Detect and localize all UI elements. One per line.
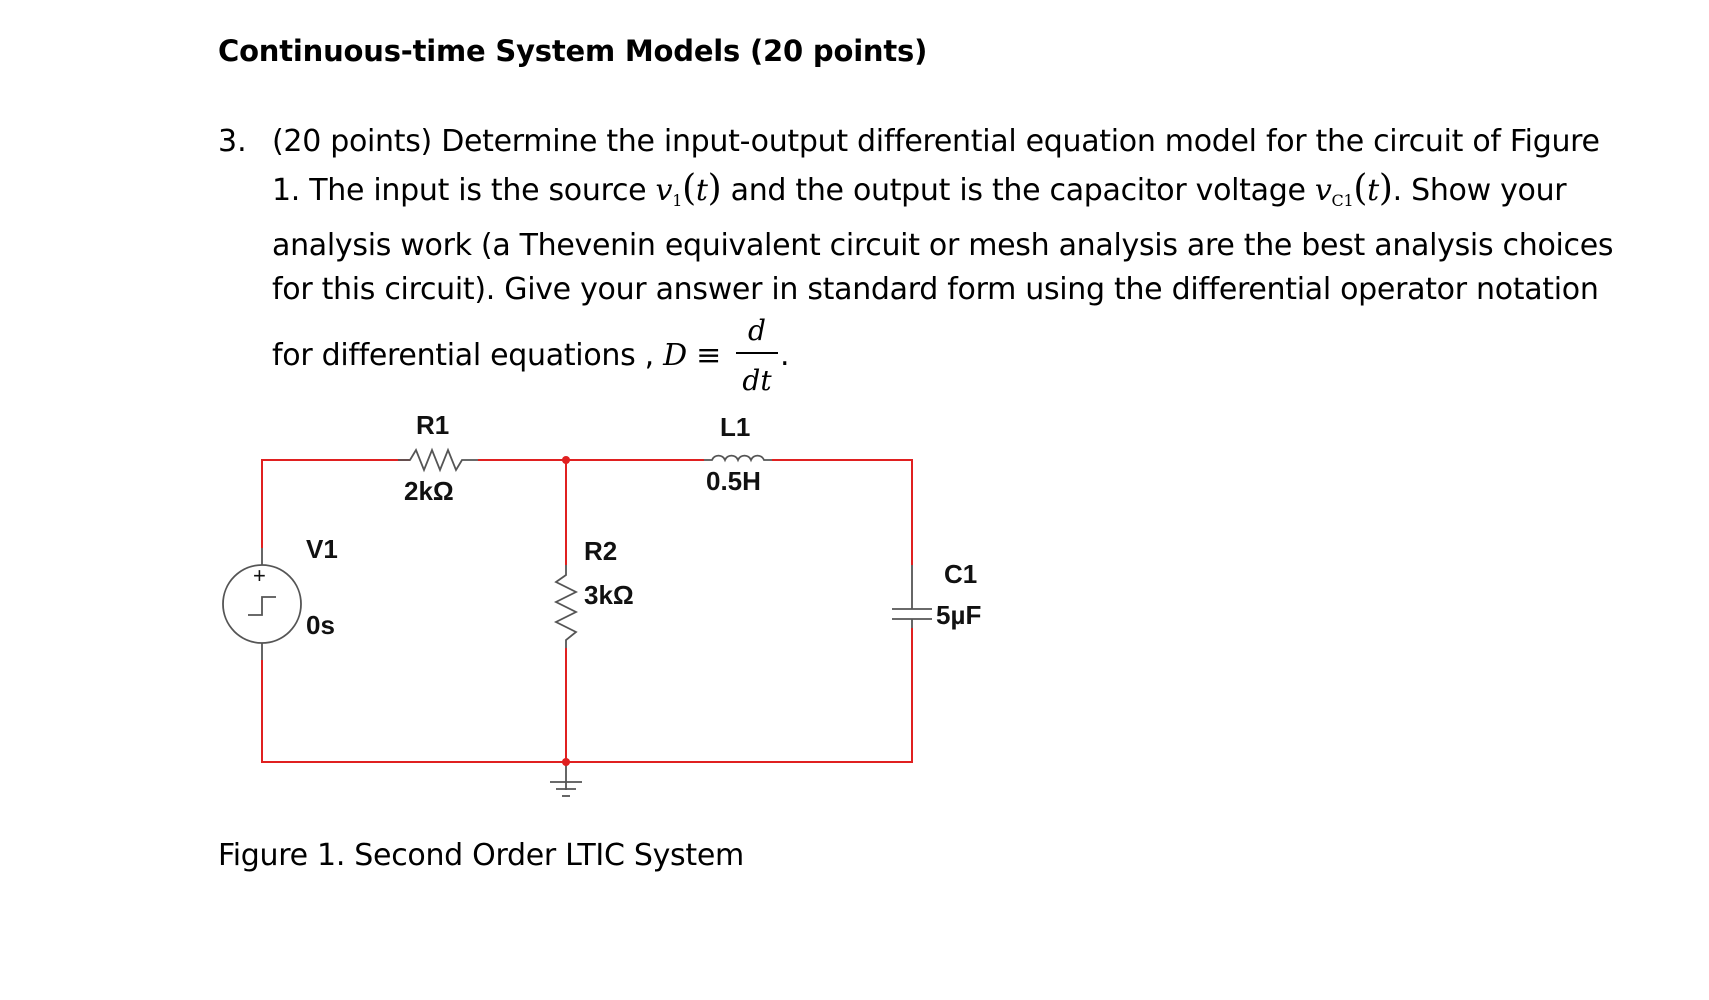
line2-part-a: 1. The input is the source xyxy=(272,173,647,208)
line2-part-b: and the output is the capacitor voltage xyxy=(730,173,1306,208)
node-top xyxy=(562,456,570,464)
t-symbol-1: t xyxy=(695,173,708,208)
l1-inductor xyxy=(704,456,772,460)
v1-name-label: V1 xyxy=(306,534,338,564)
question-line-2: 1. The input is the source $v_1(t)$ and the output is the capacitor voltage $v_{C1}(t)$. Show your xyxy=(272,168,1567,210)
t-symbol-2: t xyxy=(1367,173,1379,208)
section-title: Continuous-time System Models (20 points) xyxy=(218,34,928,68)
wire-right-bottom xyxy=(262,628,912,762)
v1-plus-label: + xyxy=(253,563,266,588)
line5-text: for differential equations , xyxy=(272,338,654,373)
r1-value-label: 2kΩ xyxy=(404,476,454,506)
r2-value-label: 3kΩ xyxy=(584,580,634,610)
question-line-1: (20 points) Determine the input-output differential equation model for the circuit of Figure xyxy=(272,124,1600,159)
fraction-period: . xyxy=(780,338,790,373)
fraction-numerator: d xyxy=(748,314,766,347)
question-number: 3. xyxy=(218,124,247,159)
r2-name-label: R2 xyxy=(584,536,618,566)
vc1-symbol: $v_{C1}$ xyxy=(1314,173,1354,210)
v1-symbol: $v_1$ xyxy=(655,173,683,210)
l1-name-label: L1 xyxy=(720,412,751,442)
r1-name-label: R1 xyxy=(416,410,450,440)
fraction-denominator: dt xyxy=(742,364,772,397)
wire-top-right xyxy=(772,460,912,565)
step-symbol-icon xyxy=(248,597,276,615)
c1-name-label: C1 xyxy=(944,559,978,589)
r1-resistor xyxy=(398,450,478,470)
node-bottom xyxy=(562,758,570,766)
question-line-4: for this circuit). Give your answer in standard form using the differential operator notation xyxy=(272,272,1599,307)
c1-value-label: 5µF xyxy=(936,600,982,630)
v1-value-label: 0s xyxy=(306,610,335,640)
figure-caption: Figure 1. Second Order LTIC System xyxy=(218,838,744,873)
line2-part-c: . Show your xyxy=(1392,173,1567,208)
r2-resistor xyxy=(556,565,576,648)
operator-d: D ≡ xyxy=(663,338,721,373)
question-line-3: analysis work (a Thevenin equivalent circuit or mesh analysis are the best analysis choices xyxy=(272,228,1614,263)
l1-value-label: 0.5H xyxy=(706,466,761,496)
